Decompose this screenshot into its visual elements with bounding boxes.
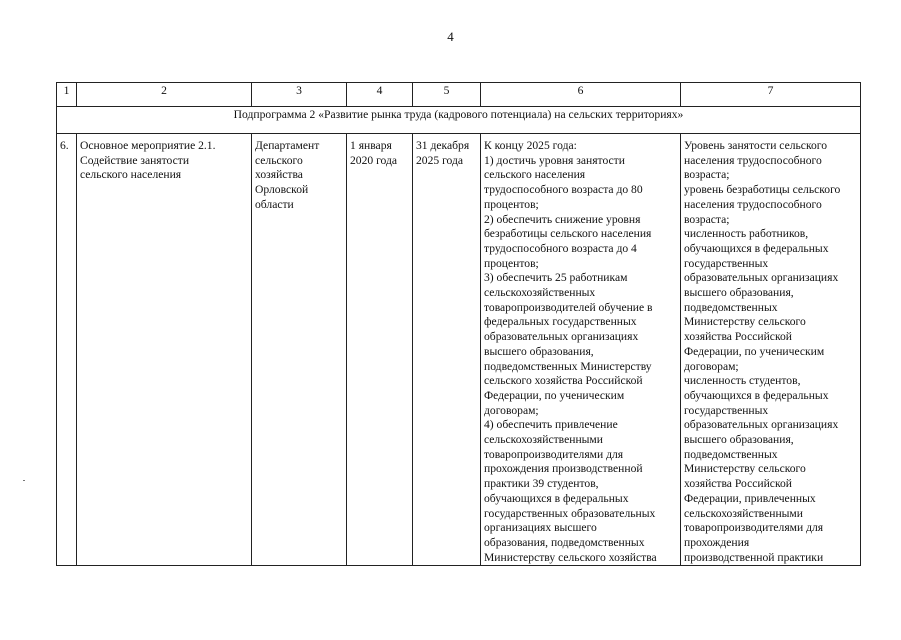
column-number-5: 5 (413, 83, 481, 107)
activity-cell (77, 134, 252, 566)
expected-result-cell (481, 134, 681, 566)
scan-speck (23, 480, 25, 481)
program-table (56, 82, 861, 566)
column-number-2: 2 (77, 83, 252, 107)
end-date-cell (413, 134, 481, 566)
executor-cell (252, 134, 347, 566)
column-number-1: 1 (57, 83, 77, 107)
row-number: 6. (60, 139, 69, 152)
table-row (57, 134, 861, 566)
activity-name: Основное мероприятие 2.1. Содействие занятости сельского населения (80, 139, 216, 182)
indicators: Уровень занятости сельского населения трудоспособного возраста; уровень безработицы сельского населения трудоспособного возраста; численность работников, обучающихся в федеральных государственных образовательных организациях высшего образования, подведомственных Министерству сельского хозяйства Российской Федерации, по ученическим договорам; численность студентов, обучающихся в федеральных государственных образовательных организациях высшего образования, подведомственных Министерству сельского хозяйства Российской Федерации, привлеченных сельскохозяйственными товаропроизводителями для прохождения производственной практики (684, 139, 841, 564)
column-number-row (57, 83, 861, 107)
subprogram-title: Подпрограмма 2 «Развитие рынка труда (кадрового потенциала) на сельских территориях» (57, 107, 861, 134)
end-date: 31 декабря 2025 года (416, 139, 470, 167)
start-date: 1 января 2020 года (350, 139, 398, 167)
column-number-6: 6 (481, 83, 681, 107)
column-number-3: 3 (252, 83, 347, 107)
subprogram-row (57, 107, 861, 134)
expected-result: К концу 2025 года: 1) достичь уровня занятости сельского населения трудоспособного возраста до 80 процентов; 2) обеспечить снижение уровня безработицы сельского населения трудоспособного возраста до 4 процентов; 3) обеспечить 25 работникам сельскохозяйственных товаропроизводителей обучение в федеральных государственных образовательных организациях высшего образования, подведомственных Министерству сельского хозяйства Российской Федерации, по ученическим договорам; 4) обеспечить привлечение сельскохозяйственными товаропроизводителями для прохождения производственной практики 39 студентов, обучающихся в федеральных государственных образовательных организациях высшего образования, подведомственных Министерству сельского хозяйства (484, 139, 657, 564)
column-number-7: 7 (681, 83, 861, 107)
start-date-cell (347, 134, 413, 566)
indicators-cell (681, 134, 861, 566)
executor-name: Департамент сельского хозяйства Орловской области (255, 139, 320, 211)
column-number-4: 4 (347, 83, 413, 107)
page-number: 4 (447, 29, 454, 44)
row-number-cell (57, 134, 77, 566)
